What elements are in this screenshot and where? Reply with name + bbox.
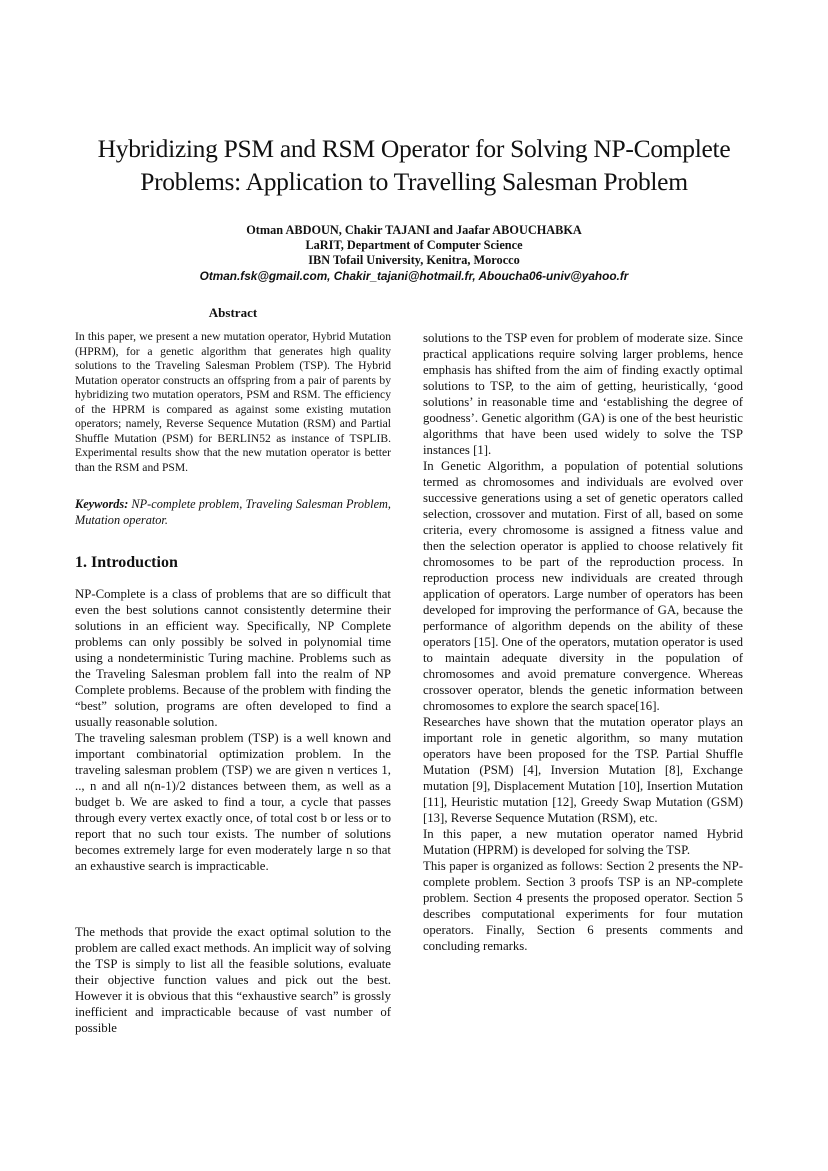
abstract-text: In this paper, we present a new mutation operator, Hybrid Mutation (HPRM), for a genetic algorithm that generates high quality solutions to the Traveling Salesman Problem (TSP). The Hybrid Mutation operator constructs an offspring from a pair of parents by hybridizing two mutation operators, PSM and RSM. The efficiency of the HPRM is compared as against some existing mutation operators; namely, Reverse Sequence Mutation (RSM) and Partial Shuffle Mutation (PSM) for BERLIN52 as instance of TSPLIB. Experimental results show that the new mutation operator is better than the RSM and PSM. [75, 330, 391, 474]
affiliation-lab: LaRIT, Department of Computer Science [305, 238, 523, 253]
keywords-label: Keywords: [75, 497, 129, 511]
title-line-2: Problems: Application to Travelling Salesman Problem [140, 167, 688, 196]
left-column-body-continued [75, 924, 391, 1036]
left-column-body [75, 586, 391, 874]
author-block [80, 223, 748, 284]
author-names: Otman ABDOUN, Chakir TAJANI and Jaafar ABOUCHABKA [246, 223, 582, 237]
keywords [75, 497, 391, 528]
paragraph: This paper is organized as follows: Section 2 presents the NP-complete problem. Section 3 proofs TSP is an NP-complete problem. Section 4 presents the proposed operator. Section 5 describes computational experiments for four mutation operators. Finally, Section 6 presents comments and concluding remarks. [423, 859, 743, 953]
paragraph: Researches have shown that the mutation operator plays an important role in genetic algorithm, so many mutation operators have been proposed for the TSP. Partial Shuffle Mutation (PSM) [4], Inversion Mutation [8], Exchange mutation [9], Displacement Mutation [10], Insertion Mutation [11], Heuristic mutation [12], Greedy Swap Mutation (GSM) [13], Reverse Sequence Mutation (RSM), etc. [423, 715, 743, 825]
affiliation-university: IBN Tofail University, Kenitra, Morocco [308, 253, 520, 268]
section-heading-introduction: 1. Introduction [75, 554, 178, 571]
keywords-text: NP-complete problem, Traveling Salesman Problem, Mutation operator. [75, 497, 391, 527]
paragraph: The traveling salesman problem (TSP) is a well known and important combinatorial optimization problem. In the traveling salesman problem (TSP) we are given n vertices 1, .., n and all n(n-1)/2 distances between them, as well as a budget b. We are asked to find a tour, a cycle that passes through every vertex exactly once, of total cost b or less or to report that no such tour exists. The number of solutions becomes extremely large for even moderately large n so that an exhaustive search is impracticable. [75, 731, 391, 873]
author-emails: Otman.fsk@gmail.com, Chakir_tajani@hotmail.fr, Aboucha06-univ@yahoo.fr [199, 268, 629, 283]
paragraph: solutions to the TSP even for problem of moderate size. Since practical applications require solving larger problems, hence emphasis has shifted from the aim of finding exactly optimal solutions to TSP, to the aim of getting, heuristically, ‘good solutions’ in reasonable time and ‘establishing the degree of goodness’. Genetic algorithm (GA) is one of the best heuristic algorithms that have been used widely to solve the TSP instances [1]. [423, 331, 743, 457]
abstract-heading: Abstract [208, 305, 258, 320]
title-line-1: Hybridizing PSM and RSM Operator for Solving NP-Complete [97, 134, 731, 163]
paragraph: In Genetic Algorithm, a population of potential solutions termed as chromosomes and individuals are evolved over successive generations using a set of genetic operators called selection, crossover and mutation. First of all, based on some criteria, every chromosome is assigned a fitness value and then the selection operator is applied to choose relatively fit chromosomes to be part of the reproduction process. In reproduction process new individuals are created through application of operators. Large number of operators has been developed for improving the performance of GA, because the performance of algorithm depends on the ability of these operators [15]. One of the operators, mutation operator is used to maintain adequate diversity in the population of chromosomes and avoid premature convergence. Whereas crossover operator, blends the genetic information between chromosomes to explore the search space[16]. [423, 459, 743, 713]
right-column-body [423, 330, 743, 954]
paper-title [40, 132, 788, 198]
paragraph: NP-Complete is a class of problems that are so difficult that even the best solutions cannot consistently determine their solutions in an efficient way. Specifically, NP Complete problems can only possibly be solved in polynomial time using a nondeterministic Turing machine. Problems such as the Traveling Salesman problem fall into the realm of NP Complete problems. Because of the problem with finding the “best” solution, programs are often developed to find a usually reasonable solution. [75, 587, 391, 729]
paragraph: In this paper, a new mutation operator named Hybrid Mutation (HPRM) is developed for solving the TSP. [423, 827, 743, 857]
paragraph: The methods that provide the exact optimal solution to the problem are called exact methods. An implicit way of solving the TSP is simply to list all the feasible solutions, evaluate their objective function values and pick out the best. However it is obvious that this “exhaustive search” is grossly inefficient and impracticable because of vast number of possible [75, 925, 391, 1035]
